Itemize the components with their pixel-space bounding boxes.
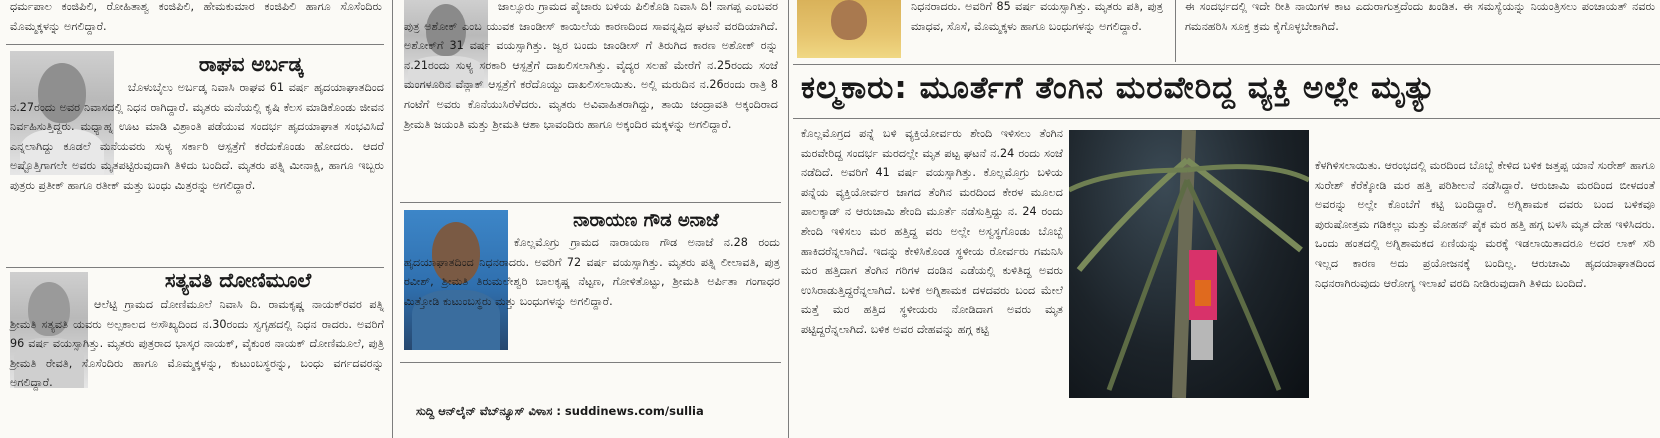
headline: ಕಲ್ಮಕಾರು: ಮೂರ್ತೆಗೆ ತೆಂಗಿನ ಮರವೇರಿದ್ದ ವ್ಯಕ್ತಿ ಅಲ್ಲೇ ಮೃತ್ಯು xyxy=(801,70,1437,106)
intro-text: ಧರ್ಮಪಾಲ ಕಂಜಿಪಿಲಿ, ರೋಹಿತಾಶ್ವ ಕಂಜಿಪಿಲಿ, ಹೇಮಕುಮಾರ ಕಂಜಿಪಿಲಿ ಹಾಗೂ ಸೊಸೆಂದಿರು ಮೊಮ್ಮಕ್ಕಳನ್ನು ಅಗಲಿದ್ದಾರೆ. xyxy=(10,0,382,33)
obit-title-narayana: ನಾರಾಯಣ ಗೌಡ ಅನಾಜೆ xyxy=(573,210,719,231)
obit-body-ashok: ಜಾಲ್ಸೂರು ಗ್ರಾಮದ ಪೈಚಾರು ಬಳಿಯ ಪಿಲಿಕೊಡಿ ನಿವಾಸಿ ದಿ! ನಾಗಪ್ಪ ಎಂಬವರ ಪುತ್ರ ಅಶೋಕ್ ಎಂಬ ಯುವಕ ಜಾಂಡೀಸ್ ಕಾಯಿಲೆಯ ಕಾರಣದಿಂದ ಸಾವನ್ನಪ್ಪಿದ ಘಟನೆ ವರದಿಯಾಗಿದೆ. ಅಶೋಕ್‌ಗೆ 31 ವರ್ಷ ವಯಸ್ಸಾಗಿತ್ತು. ಜ್ವರ ಬಂದು ಜಾಂಡೀಸ್ ಗೆ ತಿರುಗಿದ ಕಾರಣ ಅಶೋಕ್ ರನ್ನು ನ.21ರಂದು ಸುಳ್ಯ ಸರಕಾರಿ ಆಸ್ಪತ್ರೆಗೆ ದಾಖಲಿಸಲಾಗಿತ್ತು. ವೈದ್ಯರ ಸಲಹೆ ಮೇರೆಗೆ ನ.25ರಂದು ಸಂಜೆ ಮಂಗಳೂರಿನ ವೆನ್ಲಾಕ್ ಆಸ್ಪತ್ರೆಗೆ ಕರೆದೊಯ್ದು ದಾಖಲಿಸಲಾಯಿತು. ಅಲ್ಲಿ ಮರುದಿನ ನ.26ರಂದು ರಾತ್ರಿ 8 ಗಂಟೆಗೆ ಅವರು ಕೊನೆಯುಸಿರೆಳೆದರು. ಮೃತರು ಅವಿವಾಹಿತರಾಗಿದ್ದು, ತಾಯಿ ಚಂದ್ರಾವತಿ ಅಕ್ಕಂದಿರಾದ ಶ್ರೀಮತಿ ಜಯಂತಿ ಮತ್ತು ಶ್ರೀಮತಿ ಆಶಾ ಭಾವಂದಿರು ಹಾಗೂ ಅಕ್ಕಂದಿರ ಮಕ್ಕಳನ್ನು ಅಗಲಿದ್ದಾರೆ. xyxy=(404,0,778,131)
photo-coconut-tree xyxy=(1069,130,1309,398)
article-left: ಕೊಲ್ಲಮೊಗ್ರದ ಪನ್ನೆ ಬಳಿ ವ್ಯಕ್ತಿಯೋರ್ವರು ಶೇಂದಿ ಇಳಿಸಲು ತೆಂಗಿನ ಮರವೇರಿದ್ದ ಸಂದರ್ಭ ಮರದಲ್ಲೇ ಮೃತ ಪಟ್ಟ ಘಟನೆ ನ.24 ರಂದು ಸಂಜೆ ನಡೆದಿದೆ. ಅವರಿಗೆ 41 ವರ್ಷ ವಯಸ್ಸಾಗಿತ್ತು. ಕೊಲ್ಲಮೊಗ್ರು ಬಳಿಯ ಪನ್ನೆಯ ವ್ಯಕ್ತಿಯೋರ್ವರ ಜಾಗದ ತೆಂಗಿನ ಮರದಿಂದ ಕೇರಳ ಮೂಲದ ಪಾಲಕ್ಕಾಡ್ ನ ಆರುಚಾಮಿ ಶೇಂದಿ ಮೂರ್ತೆ ನಡೆಸುತ್ತಿದ್ದು ನ. 24 ರಂದು ಶೇಂದಿ ಇಳಿಸಲು ಮರ ಹತ್ತಿದ್ದ ವರು ಅಲ್ಲೇ ಅಸ್ವಸ್ಥಗೊಂಡು ಬೊಬ್ಬೆ ಹಾಕಿದರೆನ್ನಲಾಗಿದೆ. ಇದನ್ನು ಕೇಳಿಸಿಕೊಂಡ ಸ್ಥಳೀಯ ರೋರ್ವರು ಗಮನಿಸಿ ಮರ ಹತ್ತಿದಾಗ ತೆಂಗಿನ ಗರಿಗಳ ದಂಡಿನ ಎಡೆಯಲ್ಲಿ ಕುಳಿತಿದ್ದ ಅವರು ಉಸಿರಾಡುತ್ತಿದ್ದರೆನ್ನಲಾಗಿದೆ. ಬಳಿಕ ಅಗ್ನಿಶಾಮಕ ದಳದವರು ಬಂದ ಮೇಲೆ ಮತ್ತೆ ಮರ ಹತ್ತಿದ ಸ್ಥಳೀಯರು ನೋಡಿದಾಗ ಅವರು ಮೃತ ಪಟ್ಟಿದ್ದರೆನ್ನಲಾಗಿದೆ. ಬಳಿಕ ಅವರ ದೇಹವನ್ನು ಹಗ್ಗ ಕಟ್ಟಿ xyxy=(801,127,1063,336)
column-right xyxy=(793,0,1660,438)
obit-title-sathyavathi: ಸತ್ಯವತಿ ದೋಣಿಮೂಲೆ xyxy=(164,268,312,292)
obit-body-sathyavathi: ಆಲೆಟ್ಟಿ ಗ್ರಾಮದ ದೋಣಿಮೂಲೆ ನಿವಾಸಿ ದಿ. ರಾಮಕೃಷ್ಣ ನಾಯಕ್‌ರವರ ಪತ್ನಿ ಶ್ರೀಮತಿ ಸತ್ಯವತಿ ಯವರು ಅಲ್ಪಕಾಲದ ಅಸೌಖ್ಯದಿಂದ ನ.30ರಂದು ಸ್ವಗೃಹದಲ್ಲಿ ನಿಧನ ರಾದರು. ಅವರಿಗೆ 96 ವರ್ಷ ವಯಸ್ಸಾಗಿತ್ತು. ಮೃತರು ಪುತ್ರರಾದ ಭಾಸ್ಕರ ನಾಯಕ್, ವೈಕುಂಠ ನಾಯಕ್ ದೋಣಿಮೂಲೆ, ಪುತ್ರಿ ಶ್ರೀಮತಿ ರೇವತಿ, ಸೊಸೆಂದಿರು ಹಾಗೂ ಮೊಮ್ಮಕ್ಕಳನ್ನು, ಕುಟುಂಬಸ್ಥರನ್ನು, ಬಂಧು ವರ್ಗದವರನ್ನು ಅಗಲಿದ್ದಾರೆ. xyxy=(10,298,384,390)
column-rule xyxy=(1175,0,1176,62)
column-left xyxy=(0,0,388,438)
obit-body-narayana: ಕೊಲ್ಲಮೊಗ್ರು ಗ್ರಾಮದ ನಾರಾಯಣ ಗೌಡ ಅನಾಜೆ ನ.28 ರಂದು ಹೃದಯಾಘಾತದಿಂದ ನಿಧನರಾದರು. ಅವರಿಗೆ 72 ವರ್ಷ ವಯಸ್ಸಾಗಿತ್ತು. ಮೃತರು ಪತ್ನಿ ಲೀಲಾವತಿ, ಪುತ್ರ ರವೀಶ್, ಶ್ರೀಮತಿ ತಿರುಮಲೇಶ್ವರಿ ಬಾಲಕೃಷ್ಣ ನೆಟ್ಟಣ, ಗೋಳಿತೊಟ್ಟು, ಶ್ರೀಮತಿ ಅರ್ಪಿತಾ ಗಂಗಾಧರ ಮಿತ್ತೋಡಿ ಕುಟುಂಬಸ್ಥರು ಮತ್ತು ಬಂಧುಗಳನ್ನು ಅಗಲಿದ್ದಾರೆ. xyxy=(404,236,780,308)
divider xyxy=(793,118,1660,119)
top-obit-body: ನಿಧನರಾದರು. ಅವರಿಗೆ 85 ವರ್ಷ ವಯಸ್ಸಾಗಿತ್ತು. ಮೃತರು ಪತಿ, ಪುತ್ರ ಮಾಧವ, ಸೊಸೆ, ಮೊಮ್ಮಕ್ಕಳು ಹಾಗೂ ಬಂಧುಗಳನ್ನು ಅಗಲಿದ್ದಾರೆ. xyxy=(911,0,1163,33)
column-rule xyxy=(392,0,393,438)
obit-body-raghava: ಬೊಳುಬೈಲು ಅರ್ಬಡ್ಕ ನಿವಾಸಿ ರಾಘವ 61 ವರ್ಷ ಹೃದಯಾಘಾತದಿಂದ ನ.27ರಂದು ಅವರ ನಿವಾಸದಲ್ಲಿ ನಿಧನ ರಾಗಿದ್ದಾರೆ. ಮೃತರು ಮನೆಯಲ್ಲಿ ಕೃಷಿ ಕೆಲಸ ಮಾಡಿಕೊಂಡು ಜೀವನ ನಿರ್ವಹಿಸುತ್ತಿದ್ದರು. ಮಧ್ಯಾಹ್ನ ಊಟ ಮಾಡಿ ವಿಶ್ರಾಂತಿ ಪಡೆಯುವ ಸಂದರ್ಭ ಹೃದಯಾಘಾತ ಸಂಭವಿಸಿದೆ ಎನ್ನಲಾಗಿದ್ದು ಕೂಡಲೆ ಮನೆಯವರು ಸುಳ್ಯ ಸರ್ಕಾರಿ ಆಸ್ಪತ್ರೆಗೆ ಕರೆದುಕೊಂಡು ಹೋದರು. ಆದರೆ ಅಷ್ಟೊತ್ತಿಗಾಗಲೇ ಅವರು ಮೃತಪಟ್ಟಿರುವುದಾಗಿ ತಿಳಿದು ಬಂದಿದೆ. ಮೃತರು ಪತ್ನಿ ಮೀನಾಕ್ಷಿ, ಹಾಗೂ ಇಬ್ಬರು ಪುತ್ರರು ಪ್ರತೀಕ್ ಹಾಗೂ ರತೀಕ್ ಮತ್ತು ಬಂಧು ಮಿತ್ರರನ್ನು ಅಗಲಿದ್ದಾರೆ. xyxy=(10,81,384,192)
divider xyxy=(793,64,1660,65)
divider xyxy=(6,44,384,45)
top-right-text: ಈ ಸಂದರ್ಭದಲ್ಲಿ ಇದೇ ರೀತಿ ನಾಯಿಗಳ ಕಾಟ ಎದುರಾಗುತ್ತದೆಂದು ಖಂಡಿತ. ಈ ಸಮಸ್ಯೆಯನ್ನು ನಿಯಂತ್ರಿಸಲು ಪಂಚಾಯತ್ ನವರು ಗಮನಹರಿಸಿ ಸೂಕ್ತ ಕ್ರಮ ಕೈಗೊಳ್ಳಬೇಕಾಗಿದೆ. xyxy=(1185,0,1655,33)
obit-title-raghava: ರಾಘವ ಅರ್ಬಡ್ಕ xyxy=(198,52,304,76)
article-right: ಕೆಳಗಿಳಿಸಲಾಯಿತು. ಆರಂಭದಲ್ಲಿ ಮರದಿಂದ ಬೊಬ್ಬೆ ಕೇಳಿದ ಬಳಿಕ ಜತ್ತಪ್ಪ ಯಾನೆ ಸುರೇಶ್ ಹಾಗೂ ಸುರೇಶ್ ಕೆರೆಕ್ಕೋಡಿ ಮರ ಹತ್ತಿ ಪರಿಶೀಲನೆ ನಡೆಸಿದ್ದಾರೆ. ಆರುಚಾಮಿ ಮರದಿಂದ ಬೀಳದಂತೆ ಅವರನ್ನು ಅಲ್ಲೇ ಕೊಂಬೆಗೆ ಕಟ್ಟಿ ಬಂದಿದ್ದಾರೆ. ಅಗ್ನಿಶಾಮಕ ದವರು ಬಂದ ಬಳಿಕವೂ ಪುರುಷೋತ್ತಮ ಗಡಿಕಲ್ಲು ಮತ್ತು ಮೋಹನ್ ಪೈಕ ಮರ ಹತ್ತಿ ಹಗ್ಗ ಬಳಸಿ ಮೃತ ದೇಹ ಇಳಿಸಿದರು. ಒಂದು ಹಂತದಲ್ಲಿ ಅಗ್ನಿಶಾಮಕದ ಏಣಿಯನ್ನು ಮರಕ್ಕೆ ಇಡಲಾಯಿತಾದರೂ ಅದರ ಲಾಕ್ ಸರಿ ಇಲ್ಲದ ಕಾರಣ ಅದು ಪ್ರಯೋಜನಕ್ಕೆ ಬಂದಿಲ್ಲ. ಆರುಚಾಮಿ ಹೃದಯಾಘಾತದಿಂದ ನಿಧನರಾಗಿರುವುದು ಆರೋಗ್ಯ ಇಲಾಖೆ ವರದಿ ನೀಡಿರುವುದಾಗಿ ತಿಳಿದು ಬಂದಿದೆ. xyxy=(1315,159,1655,290)
column-middle xyxy=(398,0,783,438)
photo-woman xyxy=(797,0,901,58)
divider xyxy=(400,202,781,203)
divider xyxy=(400,362,781,363)
column-rule xyxy=(788,0,789,438)
palm-fronds-graphic xyxy=(1069,130,1309,398)
website-footer: ಸುದ್ದಿ ಆನ್‌ಲೈನ್ ವೆಬ್‌ನ್ಯೂಸ್ ವಿಳಾಸ : suddinews.com/sullia xyxy=(416,404,704,418)
